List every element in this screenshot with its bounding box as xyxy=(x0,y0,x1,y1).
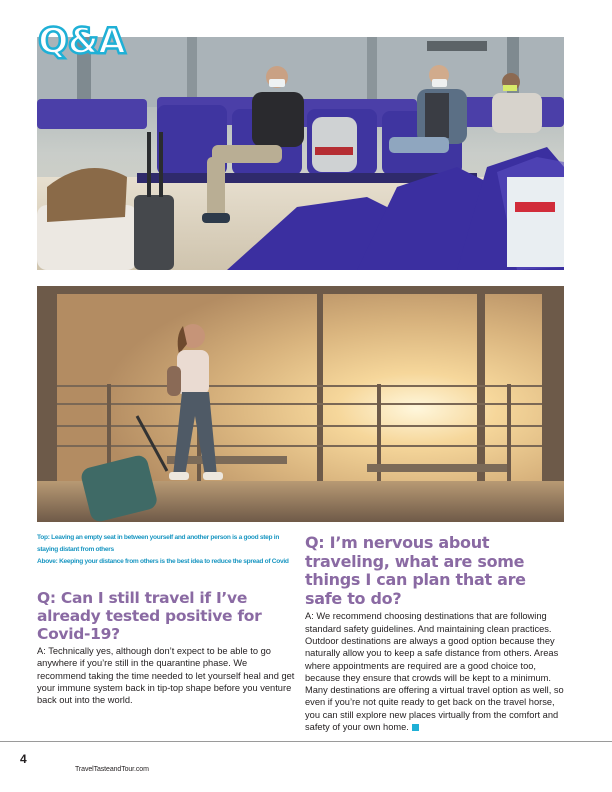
qa-item-covid-positive xyxy=(37,589,297,706)
page-number: 4 xyxy=(20,752,27,766)
question-heading: Q: Can I still travel if I’ve already tested positive for Covid-19? xyxy=(37,589,262,643)
woman-with-suitcase-photo xyxy=(37,286,564,522)
footer-divider xyxy=(0,741,612,742)
footer-website: TravelTasteandTour.com xyxy=(75,766,149,773)
answer-text: A: We recommend choosing destinations that are following standard safety guidelines. And maintaining clean practices. Outdoor destinations are always a good option because they naturally allow you to keep a safe distance from others. Areas where appointments are required are a good choice too, because they ensure that crowds will be kept to a minimum. Many destinations are offering a virtual travel option as well, so even if you’re not quite ready to get back on the travel horse, you can still explore new places virtually from the comfort and safety of your own home. xyxy=(305,611,564,733)
answer-paragraph xyxy=(305,610,567,733)
qa-section-logo: Q&A xyxy=(38,21,125,62)
end-mark-square-icon xyxy=(412,724,419,731)
qa-item-nervous-traveling xyxy=(305,534,567,733)
question-heading: Q: I’m nervous about traveling, what are some things I can plan that are safe to do? xyxy=(305,533,526,608)
caption-top: Top: Leaving an empty seat in between yourself and another person is a good step in staying distant from others xyxy=(37,534,280,553)
answer-text: A: Technically yes, although don’t expect to be able to go anywhere if you’re still in the quarantine phase. We recommend taking the time needed to let yourself heal and get your immune system back in tip-top shape before you venture back out into the world. xyxy=(37,646,295,706)
airport-waiting-area-photo xyxy=(37,37,564,270)
photo-captions xyxy=(37,532,292,568)
caption-above: Above: Keeping your distance from others is the best idea to reduce the spread of Covid xyxy=(37,558,289,565)
